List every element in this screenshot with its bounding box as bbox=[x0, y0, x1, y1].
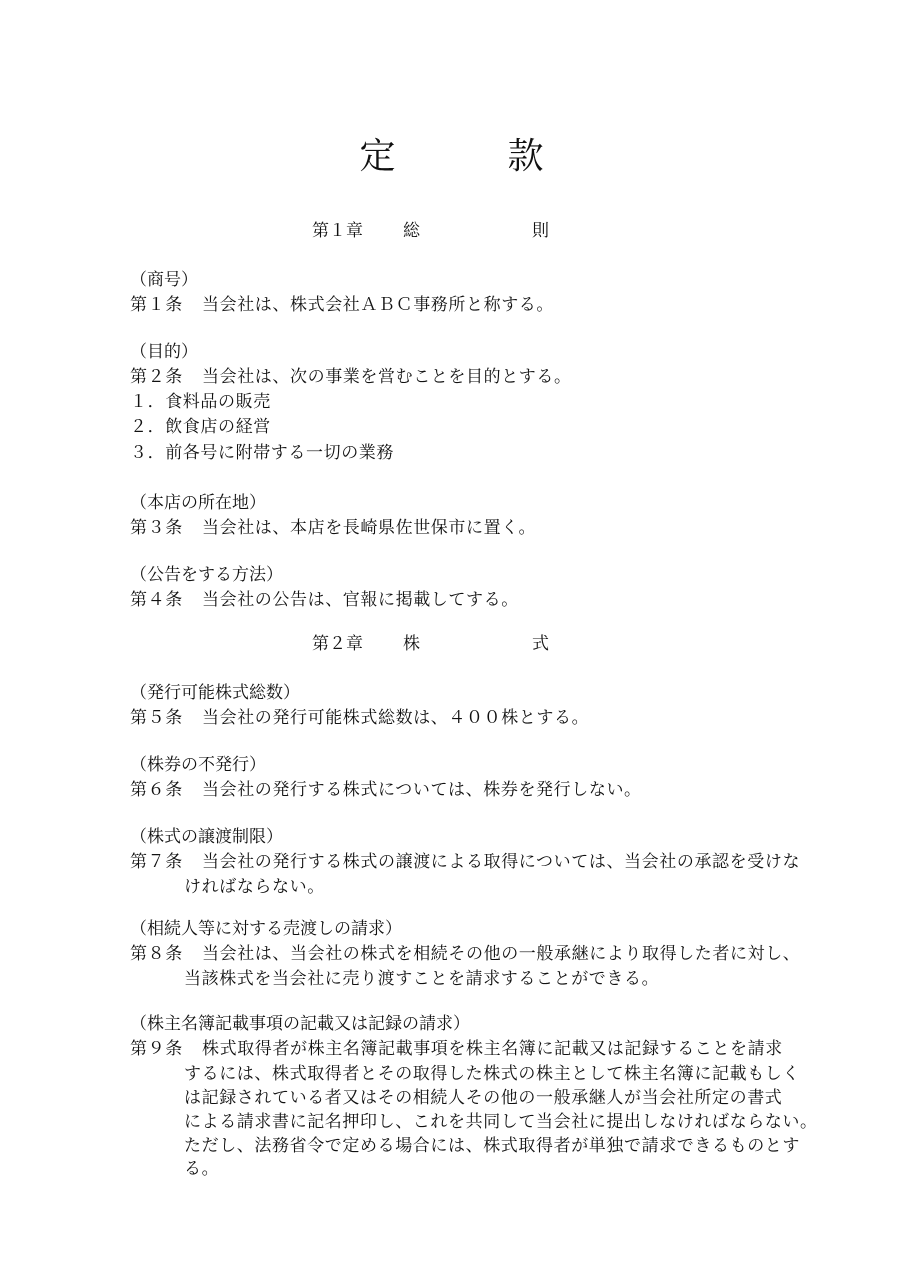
article-label: 第９条 bbox=[130, 1039, 183, 1059]
article-caption-9: （株主名簿記載事項の記載又は記録の請求） bbox=[130, 1014, 470, 1034]
chapter-heading-2 bbox=[0, 629, 905, 659]
article-label: 第３条 bbox=[130, 518, 183, 538]
chapter-title-part: 則 bbox=[532, 221, 549, 241]
article-label: 第１条 bbox=[130, 295, 183, 315]
article-text-continuation: による請求書に記名押印し、これを共同して当会社に提出しなければならない。 bbox=[184, 1112, 818, 1132]
chapter-heading-1 bbox=[0, 216, 905, 246]
article-text-continuation: 当該株式を当会社に売り渡すことを請求することができる。 bbox=[184, 969, 660, 989]
article-text: 当会社の発行する株式の譲渡による取得については、当会社の承認を受けな bbox=[202, 852, 801, 872]
article-caption-5: （発行可能株式総数） bbox=[130, 683, 300, 703]
article-text: 当会社は、当会社の株式を相続その他の一般承継により取得した者に対し、 bbox=[202, 944, 801, 964]
article-caption-2: （目的） bbox=[130, 342, 198, 362]
article-text-continuation: ただし、法務省令で定める場合には、株式取得者が単独で請求できるものとす bbox=[184, 1136, 800, 1156]
list-item: ２．飲食店の経営 bbox=[130, 417, 271, 437]
list-item: ３．前各号に附帯する一切の業務 bbox=[130, 443, 394, 463]
article-label: 第８条 bbox=[130, 944, 183, 964]
article-text-continuation: するには、株式取得者とその取得した株式の株主として株主名簿に記載もしく bbox=[184, 1064, 800, 1084]
article-5 bbox=[130, 703, 589, 728]
document-title bbox=[0, 128, 905, 179]
article-text-continuation: ければならない。 bbox=[184, 877, 325, 897]
article-text: 当会社の発行する株式については、株券を発行しない。 bbox=[202, 780, 642, 800]
article-8 bbox=[130, 939, 800, 964]
chapter-number: 第２章 bbox=[312, 634, 363, 654]
article-label: 第７条 bbox=[130, 852, 183, 872]
article-text: 当会社は、次の事業を営むことを目的とする。 bbox=[202, 367, 572, 387]
article-label: 第５条 bbox=[130, 708, 183, 728]
article-text-continuation: は記録されている者又はその相続人その他の一般承継人が当会社所定の書式 bbox=[184, 1088, 783, 1108]
article-9 bbox=[130, 1034, 783, 1059]
article-caption-7: （株式の譲渡制限） bbox=[130, 827, 283, 847]
chapter-title-part: 総 bbox=[403, 221, 420, 241]
article-label: 第４条 bbox=[130, 590, 183, 610]
title-char-2: 款 bbox=[507, 136, 546, 177]
article-text-continuation: る。 bbox=[184, 1159, 220, 1179]
article-text: 当会社は、本店を長崎県佐世保市に置く。 bbox=[202, 518, 537, 538]
article-text: 株式取得者が株主名簿記載事項を株主名簿に記載又は記録することを請求 bbox=[202, 1039, 783, 1059]
article-caption-6: （株券の不発行） bbox=[130, 755, 266, 775]
article-label: 第２条 bbox=[130, 367, 183, 387]
list-item: １．食料品の販売 bbox=[130, 392, 271, 412]
article-caption-1: （商号） bbox=[130, 270, 198, 290]
article-7 bbox=[130, 847, 800, 872]
article-caption-8: （相続人等に対する売渡しの請求） bbox=[130, 919, 402, 939]
article-text: 当会社の公告は、官報に掲載してする。 bbox=[202, 590, 519, 610]
article-6 bbox=[130, 775, 642, 800]
article-text: 当会社の発行可能株式総数は、４００株とする。 bbox=[202, 708, 590, 728]
article-4 bbox=[130, 585, 519, 610]
article-caption-3: （本店の所在地） bbox=[130, 493, 266, 513]
chapter-title-part: 株 bbox=[403, 634, 420, 654]
article-2 bbox=[130, 362, 572, 387]
article-label: 第６条 bbox=[130, 780, 183, 800]
article-1 bbox=[130, 290, 554, 315]
article-caption-4: （公告をする方法） bbox=[130, 565, 283, 585]
article-text: 当会社は、株式会社ＡＢＣ事務所と称する。 bbox=[202, 295, 554, 315]
title-char-1: 定 bbox=[359, 136, 398, 177]
chapter-title-part: 式 bbox=[532, 634, 549, 654]
chapter-number: 第１章 bbox=[312, 221, 363, 241]
article-3 bbox=[130, 513, 536, 538]
